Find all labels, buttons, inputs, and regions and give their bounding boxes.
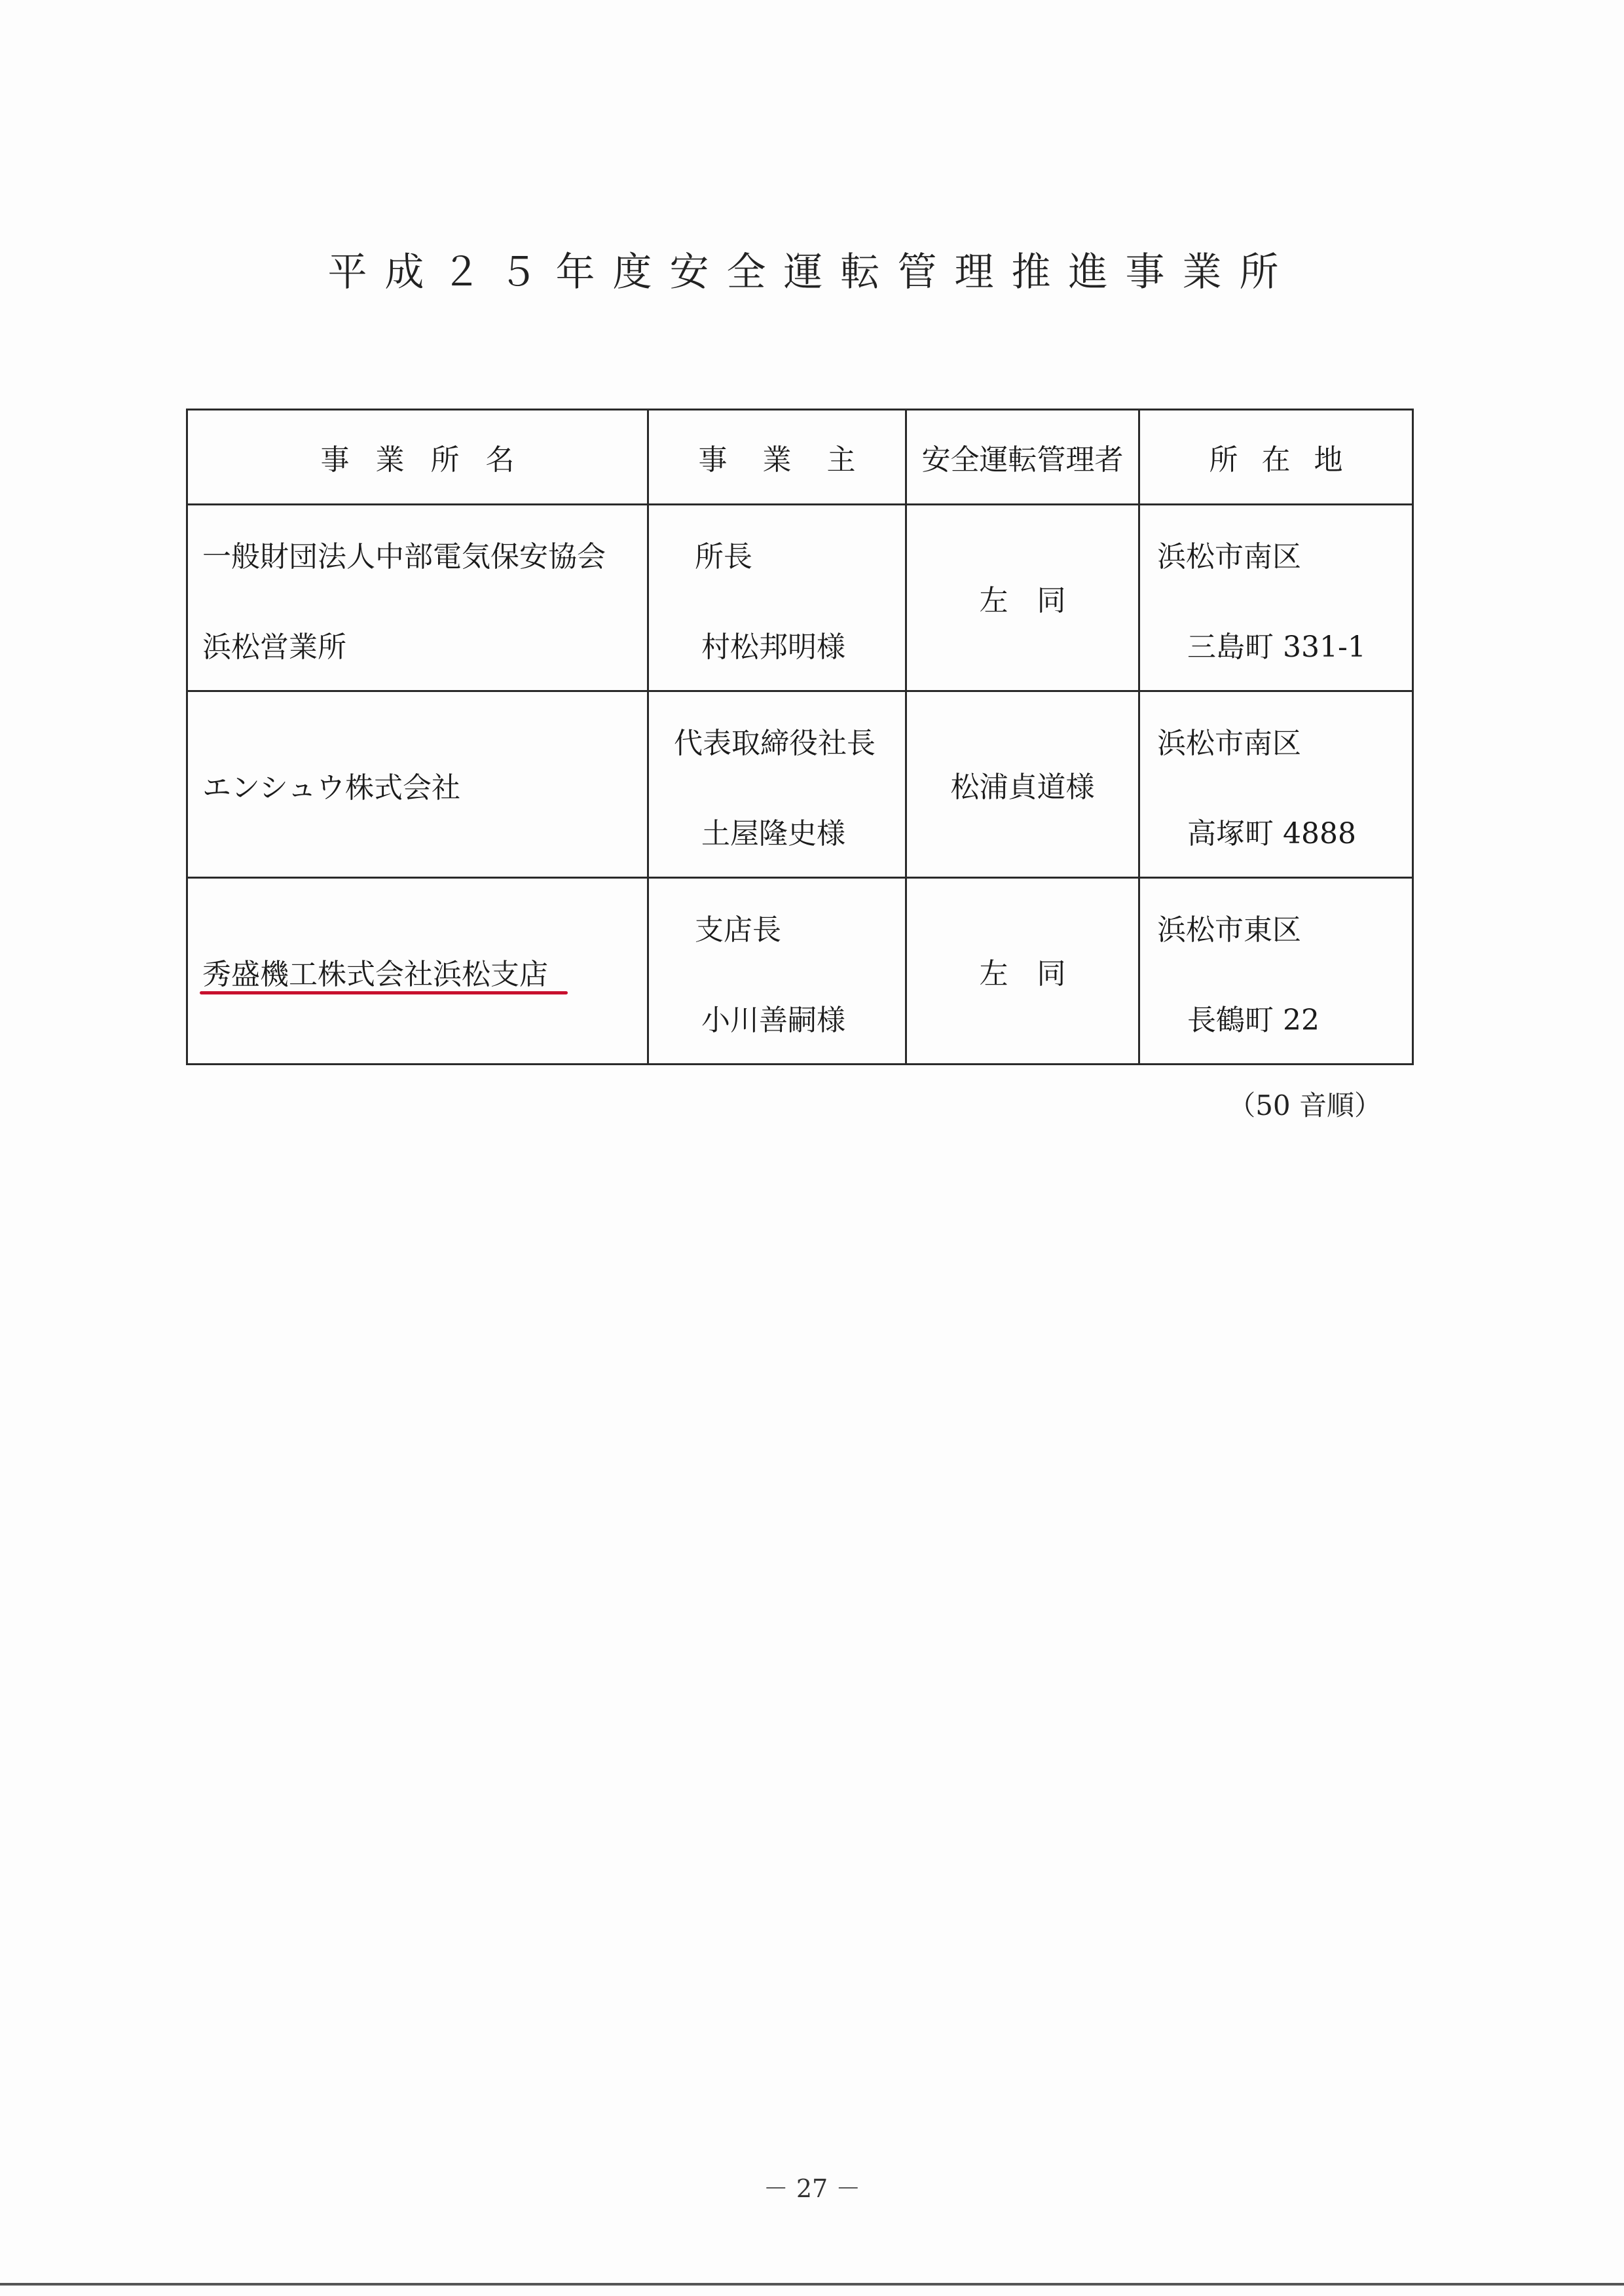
owner-name: 土屋隆史様 (701, 817, 845, 850)
address-line1: 浜松市東区 (1157, 913, 1301, 947)
address-cell (1139, 691, 1413, 878)
owner-title: 支店長 (695, 913, 781, 947)
page-title: 平成２５年度安全運転管理推進事業所 (327, 249, 1297, 295)
address-line1: 浜松市南区 (1157, 727, 1301, 760)
manager-cell (906, 691, 1139, 878)
bottom-scan-edge (0, 2283, 1624, 2286)
owner-name: 小川善嗣様 (701, 1004, 845, 1037)
owner-cell (648, 505, 906, 691)
address-line2: 三島町 331-1 (1187, 630, 1366, 664)
manager-name: 松浦貞道様 (950, 771, 1095, 804)
sort-order-note: （50 音順） (1228, 1089, 1382, 1121)
red-underline-mark (200, 991, 568, 994)
office-name-cell (187, 878, 648, 1065)
office-name-cell (187, 505, 648, 691)
manager-name: 左同 (979, 957, 1095, 991)
address-cell (1139, 878, 1413, 1065)
office-name-line1: 一般財団法人中部電気保安協会 (202, 540, 606, 574)
header-owner: 事業主 (648, 410, 906, 505)
office-name-line1: 秀盛機工株式会社浜松支店 (202, 958, 548, 991)
office-name-line2: 浜松営業所 (202, 630, 346, 664)
owner-cell (648, 878, 906, 1065)
owner-cell (648, 691, 906, 878)
office-name-line1: エンシュウ株式会社 (202, 771, 461, 805)
office-name-cell (187, 691, 648, 878)
header-location: 所在地 (1139, 410, 1413, 505)
manager-cell (906, 878, 1139, 1065)
owner-title: 所長 (695, 540, 752, 574)
table-row (187, 878, 1413, 1065)
owner-name: 村松邦明様 (701, 630, 845, 664)
address-line1: 浜松市南区 (1157, 540, 1301, 574)
table-row (187, 691, 1413, 878)
owner-title: 代表取締役社長 (674, 727, 876, 760)
manager-name: 左同 (979, 584, 1095, 617)
header-safety-manager: 安全運転管理者 (906, 410, 1139, 505)
table-row (187, 505, 1413, 691)
table-header-row (187, 410, 1413, 505)
address-cell (1139, 505, 1413, 691)
office-table (186, 409, 1414, 1065)
header-office-name: 事業所名 (187, 410, 648, 505)
page-number: － 27 － (763, 2174, 861, 2203)
address-line2: 高塚町 4888 (1187, 817, 1356, 850)
address-line2: 長鶴町 22 (1187, 1004, 1320, 1037)
manager-cell (906, 505, 1139, 691)
